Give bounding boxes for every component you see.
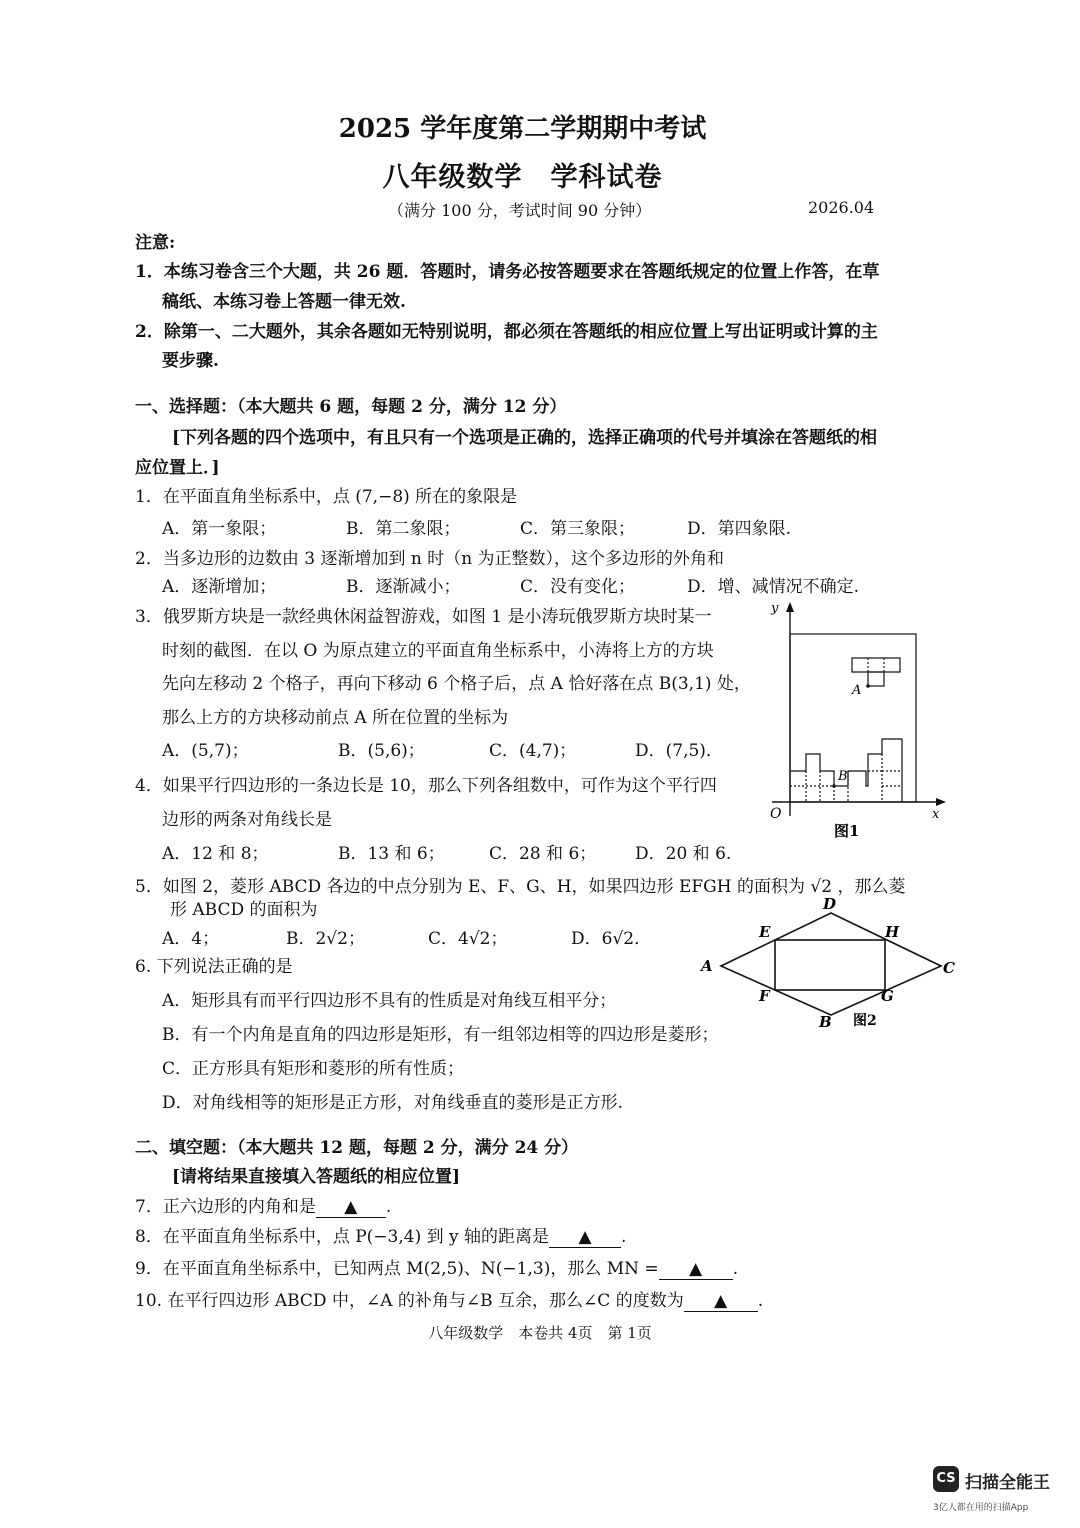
q3-option-b: B．(5,6)； [338, 741, 425, 761]
q9-end: . [732, 1259, 739, 1279]
q3-line-4: 那么上方的方块移动前点 A 所在位置的坐标为 [162, 708, 509, 728]
q2-option-b: B．逐渐减小； [346, 577, 461, 597]
q5-option-b: B．2√2； [286, 929, 365, 949]
q3-option-a: A．(5,7)； [162, 741, 249, 761]
label-h: H [885, 923, 900, 941]
q7 [135, 1192, 391, 1218]
q10-text: 10. 在平行四边形 ABCD 中，∠A 的补角与∠B 互余，那么∠C 的度数为 [135, 1291, 684, 1311]
section-1-instruction-2: 应位置上．] [135, 458, 220, 478]
q3-option-c: C．(4,7)； [489, 741, 577, 761]
x-axis-arrow-icon [936, 798, 946, 806]
q6-option-a: A．矩形具有而平行四边形不具有的性质是对角线互相平分； [162, 991, 617, 1011]
q3-line-3: 先向左移动 2 个格子，再向下移动 6 个格子后，点 A 恰好落在点 B(3,1) 处， [162, 674, 751, 694]
section-1-instruction-1: [下列各题的四个选项中，有且只有一个选项是正确的，选择正确项的代号并填涂在答题纸的相 [172, 428, 878, 448]
game-frame [790, 634, 916, 802]
q7-answer-blank: ▲ [316, 1197, 386, 1218]
q6-option-d: D．对角线相等的矩形是正方形，对角线垂直的菱形是正方形. [162, 1093, 624, 1113]
exam-title: 2025 学年度第二学期期中考试 [338, 114, 707, 144]
q4-option-a: A．12 和 8； [162, 844, 269, 864]
q8-text: 8．在平面直角坐标系中，点 P(−3,4) 到 y 轴的距离是 [135, 1227, 550, 1247]
q4-line-1: 4．如果平行四边形的一条边长是 10，那么下列各组数中，可作为这个平行四 [135, 776, 717, 796]
figure-1-x-label: x [932, 807, 940, 822]
q2-option-a: A．逐渐增加； [162, 577, 277, 597]
figure-1-y-label: y [771, 601, 779, 616]
scanner-logo-icon: CS [933, 1466, 959, 1492]
q5-option-a: A．4； [162, 929, 220, 949]
q1-option-b: B．第二象限； [346, 519, 461, 539]
q5-option-c: C．4√2； [428, 929, 508, 949]
notes-heading: 注意: [135, 233, 176, 253]
q9-answer-blank: ▲ [659, 1259, 733, 1280]
q4-option-b: B．13 和 6； [338, 844, 445, 864]
label-e: E [759, 923, 771, 941]
figure-1-origin-label: O [770, 806, 782, 822]
q5-line-2: 形 ABCD 的面积为 [170, 900, 318, 920]
q5-line-1: 5．如图 2，菱形 ABCD 各边的中点分别为 E、F、G、H，如果四边形 EFGH 的面积为 √2 ，那么菱 [135, 877, 906, 897]
q7-text: 7．正六边形的内角和是 [135, 1197, 316, 1217]
figure-1-tetris-grid [762, 596, 952, 846]
q4-line-2: 边形的两条对角线长是 [162, 810, 332, 830]
label-b: B [819, 1013, 832, 1031]
falling-piece [852, 658, 900, 686]
q3-line-2: 时刻的截图．在以 O 为原点建立的平面直角坐标系中，小涛将上方的方块 [162, 641, 714, 661]
note-2-line-1: 2．除第一、二大题外，其余各题如无特别说明，都必须在答题纸的相应位置上写出证明或计算的主 [135, 322, 878, 342]
label-g: G [881, 987, 894, 1005]
q1-option-c: C．第三象限； [520, 519, 636, 539]
exam-info: （满分 100 分，考试时间 90 分钟） [388, 201, 652, 220]
note-2-line-2: 要步骤. [162, 351, 219, 371]
q10-end: . [757, 1291, 764, 1311]
q1-option-a: A．第一象限； [162, 519, 277, 539]
q7-end: . [385, 1197, 392, 1217]
q4-option-c: C．28 和 6； [489, 844, 597, 864]
q2-stem: 2．当多边形的边数由 3 逐渐增加到 n 时（n 为正整数），这个多边形的外角和 [135, 549, 725, 569]
q2-option-c: C．没有变化； [520, 577, 636, 597]
figure-2-rhombus [695, 895, 965, 1035]
q10-answer-blank: ▲ [684, 1291, 758, 1312]
q9-text: 9．在平面直角坐标系中，已知两点 M(2,5)、N(−1,3)，那么 MN = [135, 1259, 659, 1279]
y-axis-arrow-icon [786, 602, 794, 612]
page-footer: 八年级数学 本卷共 4页 第 1页 [428, 1324, 652, 1342]
note-1-line-1: 1．本练习卷含三个大题，共 26 题．答题时，请务必按答题要求在答题纸规定的位置上作答，在草 [135, 262, 880, 282]
q6-option-b: B．有一个内角是直角的四边形是矩形，有一组邻边相等的四边形是菱形； [162, 1025, 719, 1045]
figure-1-caption: 图1 [834, 822, 860, 840]
q5-option-d: D．6√2． [571, 929, 652, 949]
q2-option-d: D．增、减情况不确定. [687, 577, 860, 597]
q9 [135, 1254, 738, 1280]
section-2-heading: 二、填空题：（本大题共 12 题，每题 2 分，满分 24 分） [135, 1138, 579, 1158]
section-2-instruction: [请将结果直接填入答题纸的相应位置] [172, 1167, 461, 1187]
q6-option-c: C．正方形具有矩形和菱形的所有性质； [162, 1059, 465, 1079]
q3-option-d: D．(7,5)． [635, 741, 723, 761]
q1-option-d: D．第四象限. [687, 519, 792, 539]
q6-stem: 6. 下列说法正确的是 [135, 957, 293, 977]
figure-1-point-b-label: B [838, 769, 848, 784]
point-a-dot [866, 684, 870, 688]
point-b-dot [832, 784, 836, 788]
note-1-line-2: 稿纸、本练习卷上答题一律无效. [162, 292, 406, 312]
figure-2-caption: 图2 [853, 1013, 877, 1029]
exam-subtitle: 八年级数学 学科试卷 [382, 162, 663, 193]
q8-answer-blank: ▲ [549, 1227, 621, 1248]
q3-line-1: 3．俄罗斯方块是一款经典休闲益智游戏，如图 1 是小涛玩俄罗斯方块时某一 [135, 607, 712, 627]
label-f: F [759, 987, 770, 1005]
figure-1-point-a-label: A [852, 683, 862, 698]
label-a: A [701, 957, 713, 975]
rectangle-efgh [775, 940, 885, 990]
scanner-slogan: 3亿人都在用的扫描App [933, 1503, 1029, 1513]
section-1-heading: 一、选择题：（本大题共 6 题，每题 2 分，满分 12 分） [135, 397, 567, 417]
q4-option-d: D．20 和 6. [635, 844, 732, 864]
q8 [135, 1222, 626, 1248]
q8-end: . [621, 1227, 627, 1247]
rhombus-abcd [721, 913, 941, 1015]
q10 [135, 1286, 763, 1312]
label-d: D [823, 895, 837, 913]
scanner-brand: 扫描全能王 [965, 1473, 1050, 1493]
exam-date: 2026.04 [808, 198, 875, 217]
label-c: C [943, 959, 955, 977]
q1-stem: 1．在平面直角坐标系中，点 (7,−8) 所在的象限是 [135, 487, 518, 507]
